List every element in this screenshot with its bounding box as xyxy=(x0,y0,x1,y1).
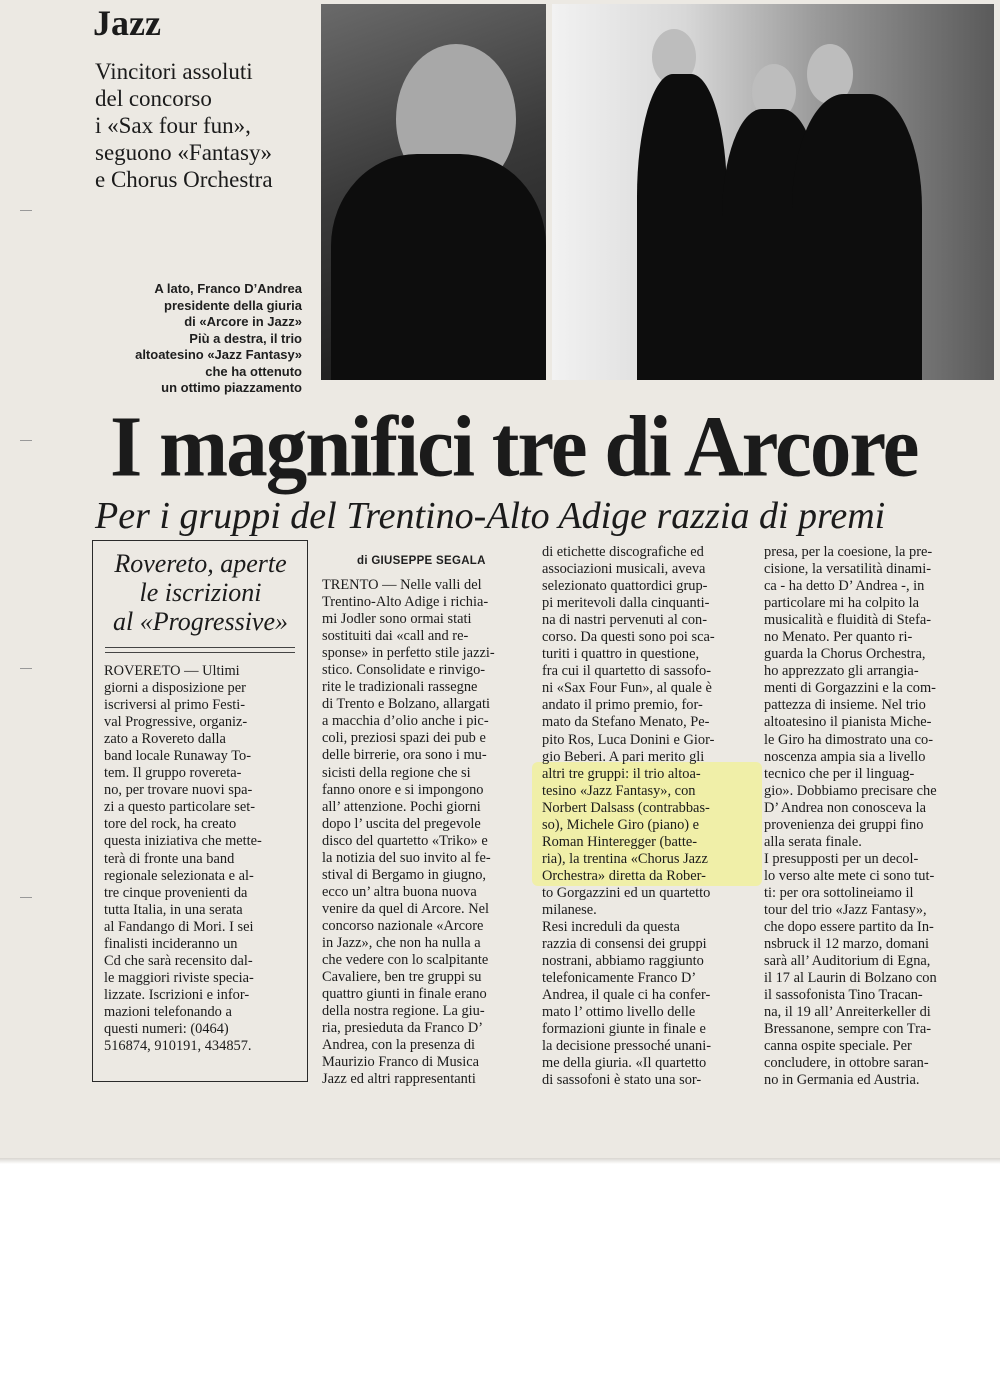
text-line: fra cui il quartetto di sassofo- xyxy=(542,663,712,680)
headline: I magnifici tre di Arcore xyxy=(110,397,918,495)
text-line: le maggiori riviste specia- xyxy=(104,969,254,986)
text-line: di Trento e Bolzano, allargati xyxy=(322,696,491,713)
text-line: mi Jodler sono ormai stati xyxy=(322,611,472,628)
text-line: Trentino-Alto Adige i richia- xyxy=(322,594,489,611)
text-line: tutta Italia, in una serata xyxy=(104,901,243,918)
subheadline: Per i gruppi del Trentino-Alto Adige razzia di premi xyxy=(95,495,886,537)
text-line: stico. Consolidate e rinvigo- xyxy=(322,662,486,679)
text-line: ho apprezzato gli arrangia- xyxy=(764,663,919,680)
sidebar-rule xyxy=(105,652,295,653)
text-line: Andrea, il quale ci ha confer- xyxy=(542,987,711,1004)
text-line: fanno onore e si impongono xyxy=(322,781,484,798)
photo-franco-dandrea xyxy=(321,4,546,380)
text-line: andato il primo premio, for- xyxy=(542,697,703,714)
photo-coat xyxy=(792,94,922,380)
text-line: venire da quel di Arcore. Nel xyxy=(322,900,490,917)
sidebar-title xyxy=(108,549,293,636)
text-line: coli, preziosi spazi dei pub e xyxy=(322,730,486,747)
text-line: mato l’ ottimo livello delle xyxy=(542,1004,696,1021)
text-line: Resi increduli da questa xyxy=(542,919,680,936)
text-line: Jazz ed altri rappresentanti xyxy=(322,1071,476,1088)
section-label: Jazz xyxy=(93,3,161,43)
text-line: questa iniziativa che mette- xyxy=(104,833,262,850)
text-line: razzia di consensi dei gruppi xyxy=(542,936,707,953)
text-line: sostituiti dai «call and re- xyxy=(322,628,469,645)
text-line: TRENTO — Nelle valli del xyxy=(322,577,482,593)
margin-mark xyxy=(20,440,32,441)
caption-line: di «Arcore in Jazz» xyxy=(184,314,302,329)
text-line: Andrea, con la presenza di xyxy=(322,1037,476,1054)
text-line: iscriversi al primo Festi- xyxy=(104,697,246,714)
text-line: disco del quartetto «Triko» e xyxy=(322,832,488,849)
text-line: ria), la trentina «Chorus Jazz xyxy=(542,850,708,867)
text-line: canna ospite speciale. Per xyxy=(764,1038,912,1055)
text-line: Cd che sarà recensito dal- xyxy=(104,952,253,969)
margin-mark xyxy=(20,668,32,669)
text-line: alla serata finale. xyxy=(764,833,862,850)
byline: di GIUSEPPE SEGALA xyxy=(357,555,486,567)
text-line: na, il 19 all’ Anreiterkeller di xyxy=(764,1004,931,1021)
text-line: che vedere con lo scalpitante xyxy=(322,952,489,969)
caption-line: altoatesino «Jazz Fantasy» xyxy=(135,347,302,362)
text-line: della nostra regione. La giu- xyxy=(322,1003,485,1020)
text-line: nostrani, abbiamo raggiunto xyxy=(542,953,704,970)
text-line: stival di Bergamo in giugno, xyxy=(322,866,487,883)
text-line: zato a Rovereto dalla xyxy=(104,731,226,748)
text-line: Cavaliere, ben tre gruppi su xyxy=(322,969,482,986)
text-line: gio Beberi. A pari merito gli xyxy=(542,748,705,765)
text-line: concludere, in ottobre saran- xyxy=(764,1055,929,1072)
text-line: associazioni musicali, aveva xyxy=(542,561,706,578)
text-line: all’ attenzione. Pochi giorni xyxy=(322,798,481,815)
sidebar-title-line: le iscrizioni xyxy=(139,578,262,607)
text-line: band locale Runaway To- xyxy=(104,748,251,765)
text-line: selezionato quattordici grup- xyxy=(542,578,708,595)
photo-coat xyxy=(331,154,546,380)
photo-caption xyxy=(110,281,302,397)
text-line: tre cinque provenienti da xyxy=(104,884,248,901)
text-line: ria, presieduta da Franco D’ xyxy=(322,1020,484,1037)
article-column-1 xyxy=(322,577,532,1088)
text-line: Orchestra» diretta da Rober- xyxy=(542,867,706,884)
text-line: milanese. xyxy=(542,901,597,918)
text-line: turiti i quattro in questione, xyxy=(542,646,700,663)
text-line: no Menato. Per quanto ri- xyxy=(764,629,913,646)
sidebar-rule xyxy=(105,647,295,648)
text-line: pito Ros, Luca Donini e Gior- xyxy=(542,731,715,748)
caption-line: presidente della giuria xyxy=(164,297,302,313)
caption-line: un ottimo piazzamento xyxy=(161,380,302,395)
text-line: dopo l’ uscita del pregevole xyxy=(322,815,481,832)
text-line: menti di Gorgazzini e la com- xyxy=(764,680,936,697)
text-line: la decisione pressoché unani- xyxy=(542,1038,712,1055)
text-line: guarda la Chorus Orchestra, xyxy=(764,646,926,663)
text-line: 516874, 910191, 434857. xyxy=(104,1038,252,1055)
text-line: ca - ha detto D’ Andrea -, in xyxy=(764,578,925,595)
deck-line: Vincitori assoluti xyxy=(95,59,253,84)
deck-line: seguono «Fantasy» xyxy=(95,140,272,165)
text-line: gio». Dobbiamo precisare che xyxy=(764,782,937,799)
text-line: to Gorgazzini ed un quartetto xyxy=(542,884,711,901)
text-line: mato da Stefano Menato, Pe- xyxy=(542,714,710,731)
caption-line: Più a destra, il trio xyxy=(189,330,302,346)
text-line: lizzate. Iscrizioni e infor- xyxy=(104,986,250,1003)
text-line: finalisti incideranno un xyxy=(104,935,238,952)
text-line: sarà all’ Auditorium di Egna, xyxy=(764,953,931,970)
text-line: di etichette discografiche ed xyxy=(542,544,704,560)
text-line: I presupposti per un decol- xyxy=(764,850,919,867)
sidebar-body xyxy=(104,663,296,1055)
caption-line: che ha ottenuto xyxy=(205,363,302,379)
text-line: regionale selezionata e al- xyxy=(104,867,254,884)
text-line: no, per trovare nuovi spa- xyxy=(104,782,253,799)
deck-line: i «Sax four fun», xyxy=(95,113,251,138)
text-line: sicisti della regione che si xyxy=(322,764,471,781)
text-line: questi numeri: (0464) xyxy=(104,1020,229,1037)
text-line: presa, per la coesione, la pre- xyxy=(764,544,933,560)
margin-mark xyxy=(20,210,32,211)
text-line: ti: per ora sottolineiamo il xyxy=(764,884,914,901)
text-line: altoatesino il pianista Miche- xyxy=(764,714,932,731)
text-line: concorso nazionale «Arcore xyxy=(322,917,484,934)
text-line: na di nastri pervenuti al con- xyxy=(542,612,708,629)
text-line: in Jazz», che non ha nulla a xyxy=(322,934,481,951)
text-line: cisione, la versatilità dinami- xyxy=(764,561,932,578)
text-line: musicalità e fluidità di Stefa- xyxy=(764,612,932,629)
text-line: pattezza di insieme. Nel trio xyxy=(764,697,926,714)
text-line: noscenza ampia sia a livello xyxy=(764,748,926,765)
text-line: tour del trio «Jazz Fantasy», xyxy=(764,901,927,918)
text-line: al Fandango di Mori. I sei xyxy=(104,918,254,935)
text-line: tore del rock, ha creato xyxy=(104,816,237,833)
text-line: pi meritevoli dalla cinquanti- xyxy=(542,595,710,612)
deck-line: del concorso xyxy=(95,86,212,111)
text-line: D’ Andrea non conosceva la xyxy=(764,799,926,816)
text-line: le Giro ha dimostrato una co- xyxy=(764,731,934,748)
text-line: tesino «Jazz Fantasy», con xyxy=(542,782,696,799)
text-line: Roman Hinteregger (batte- xyxy=(542,833,698,850)
text-line: zi a questo particolare set- xyxy=(104,799,256,816)
text-line: a macchia d’olio anche i pic- xyxy=(322,713,489,730)
photo-jazz-fantasy-trio xyxy=(552,4,994,380)
text-line: giorni a disposizione per xyxy=(104,680,246,697)
text-line: no in Germania ed Austria. xyxy=(764,1072,920,1089)
text-line: particolare mi ha colpito la xyxy=(764,595,920,612)
text-line: so), Michele Giro (piano) e xyxy=(542,816,700,833)
text-line: quattro giunti in finale erano xyxy=(322,986,487,1003)
margin-mark xyxy=(20,897,32,898)
text-line: tem. Il gruppo rovereta- xyxy=(104,765,242,782)
text-line: tecnico che per il linguag- xyxy=(764,765,915,782)
text-line: Bressanone, sempre con Tra- xyxy=(764,1021,932,1038)
deck-text xyxy=(95,58,325,193)
text-line: nsbruck il 12 marzo, domani xyxy=(764,936,930,953)
text-line: me della giuria. «Il quartetto xyxy=(542,1055,707,1072)
sidebar-title-line: al «Progressive» xyxy=(113,607,288,636)
text-line: la notizia del suo invito al fe- xyxy=(322,849,491,866)
text-line: ni «Sax Four Fun», al quale è xyxy=(542,680,712,697)
text-line: il 17 al Laurin di Bolzano con xyxy=(764,970,937,987)
article-column-2 xyxy=(542,544,755,1090)
text-line: il sassofonista Tino Tracan- xyxy=(764,987,923,1004)
text-line: val Progressive, organiz- xyxy=(104,714,248,731)
text-line: ROVERETO — Ultimi xyxy=(104,663,240,679)
deck-line: e Chorus Orchestra xyxy=(95,167,273,192)
text-line: Norbert Dalsass (contrabbas- xyxy=(542,799,710,816)
text-line: che dopo essere partito da In- xyxy=(764,919,934,936)
text-line: delle birrerie, ora sono i mu- xyxy=(322,747,487,764)
text-line: di sassofoni è stato una sor- xyxy=(542,1072,702,1089)
text-line: rite le tradizionali rassegne xyxy=(322,679,478,696)
text-line: ecco un’ altra buona nuova xyxy=(322,883,477,900)
text-line: sponse» in perfetto stile jazzi- xyxy=(322,645,495,662)
text-line: lo verso alte mete ci sono tut- xyxy=(764,867,935,884)
caption-line: A lato, Franco D’Andrea xyxy=(154,281,302,296)
photo-coat xyxy=(637,74,727,380)
text-line: formazioni giunte in finale e xyxy=(542,1021,706,1038)
sidebar-title-line: Rovereto, aperte xyxy=(114,549,287,578)
text-line: mazioni telefonando a xyxy=(104,1003,232,1020)
article-column-3 xyxy=(764,544,976,1090)
text-line: terà di fronte una band xyxy=(104,850,235,867)
text-line: altri tre gruppi: il trio altoa- xyxy=(542,765,701,782)
text-line: telefonicamente Franco D’ xyxy=(542,970,697,987)
text-line: Maurizio Franco di Musica xyxy=(322,1054,480,1071)
text-line: provenienza dei gruppi fino xyxy=(764,816,924,833)
text-line: corso. Da questi sono poi sca- xyxy=(542,629,715,646)
